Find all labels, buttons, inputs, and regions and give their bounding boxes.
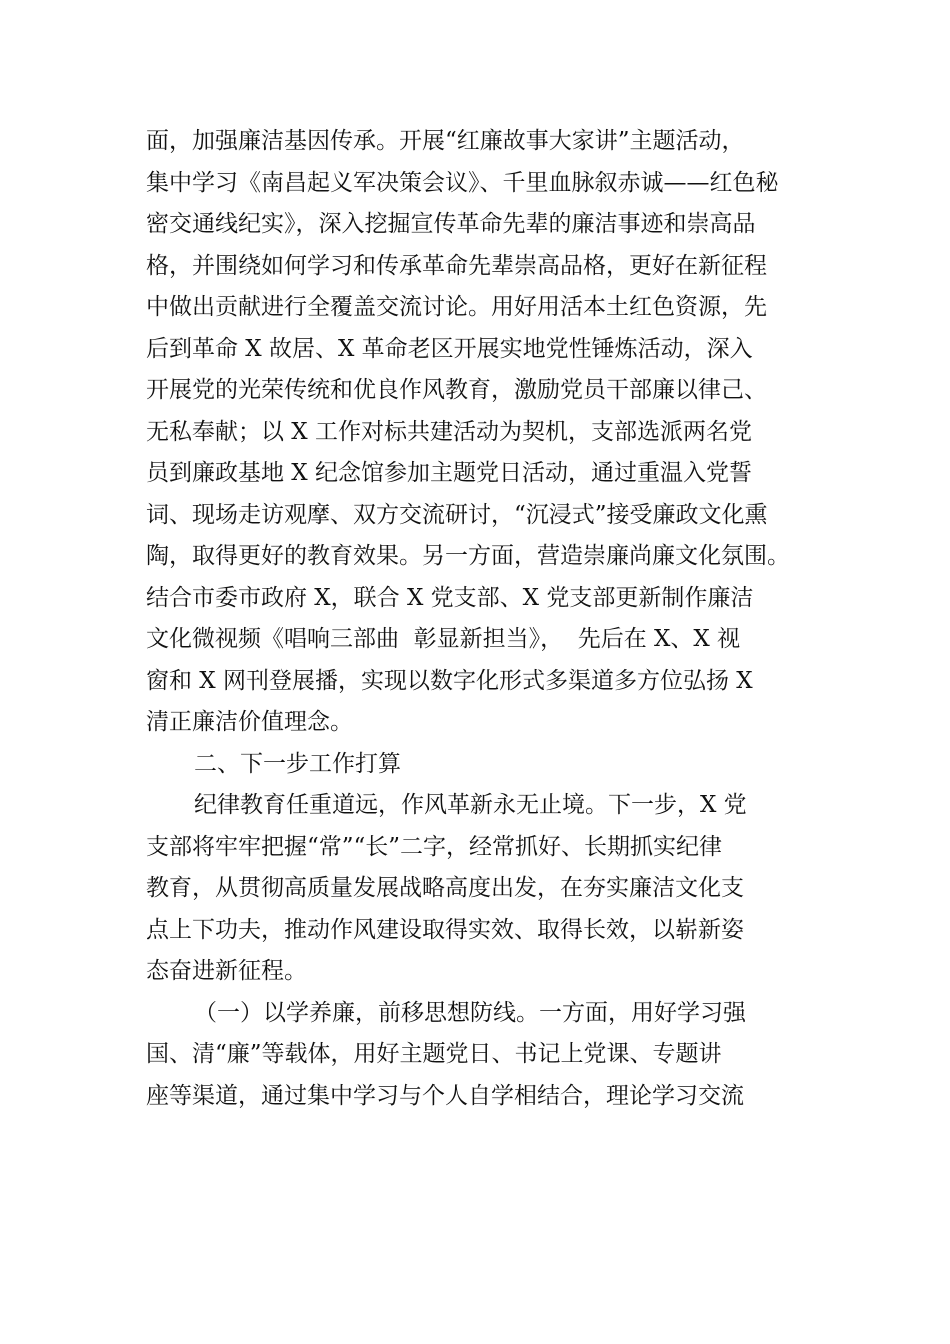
- text-line: 集中学习《南昌起义军决策会议》、千里血脉叙赤诚——红色秘: [146, 169, 779, 196]
- text-line: 无私奉献；以 X 工作对标共建活动为契机，支部选派两名党: [146, 418, 752, 445]
- text-line: 员到廉政基地 X 纪念馆参加主题党日活动，通过重温入党誓: [146, 460, 752, 486]
- text-line: 格，并围绕如何学习和传承革命先辈崇高品格，更好在新征程: [146, 252, 767, 279]
- text-line: 清正廉洁价值理念。: [146, 709, 353, 735]
- text-line: 后到革命 X 故居、X 革命老区开展实地党性锤炼活动，深入: [146, 335, 753, 362]
- text-line: 文化微视频《唱响三部曲 彰显新担当》， 先后在 X、X 视: [146, 626, 741, 652]
- document-body: [146, 121, 826, 1117]
- text-line: 密交通线纪实》，深入挖掘宣传革命先辈的廉洁事迹和崇高品: [146, 211, 756, 237]
- text-line: 支部将牢牢把握“常”“长”二字，经常抓好、长期抓实纪律: [146, 833, 723, 860]
- section-heading: [146, 744, 826, 786]
- text-line: 点上下功夫，推动作风建设取得实效、取得长效，以崭新姿: [146, 916, 744, 943]
- text-line: 结合市委市政府 X，联合 X 党支部、X 党支部更新制作廉洁: [146, 584, 754, 611]
- paragraph-next-steps: [146, 785, 826, 993]
- text-line: 座等渠道，通过集中学习与个人自学相结合，理论学习交流: [146, 1082, 744, 1109]
- text-line: 态奋进新征程。: [146, 958, 307, 984]
- text-line: 词、现场走访观摩、双方交流研讨，“沉浸式”接受廉政文化熏: [146, 501, 768, 528]
- text-line: 教育，从贯彻高质量发展战略高度出发，在夯实廉洁文化支: [146, 875, 744, 901]
- paragraph-subsection-1: [146, 993, 826, 1118]
- text-line: 纪律教育任重道远，作风革新永无止境。下一步，X 党: [194, 792, 747, 818]
- text-line: 窗和 X 网刊登展播，实现以数字化形式多渠道多方位弘扬 X: [146, 667, 753, 694]
- text-line: 中做出贡献进行全覆盖交流讨论。用好用活本土红色资源，先: [146, 294, 767, 320]
- text-line: 国、清“廉”等载体，用好主题党日、书记上党课、专题讲: [146, 1041, 722, 1067]
- section-heading-text: 二、下一步工作打算: [194, 750, 401, 777]
- text-line: 面，加强廉洁基因传承。开展“红廉故事大家讲”主题活动，: [146, 128, 745, 154]
- paragraph-continuation: [146, 121, 826, 744]
- text-line: 陶，取得更好的教育效果。另一方面，营造崇廉尚廉文化氛围。: [146, 543, 790, 569]
- text-line: 开展党的光荣传统和优良作风教育，激励党员干部廉以律己、: [146, 377, 767, 403]
- text-line: （一）以学养廉，前移思想防线。一方面，用好学习强: [194, 999, 746, 1026]
